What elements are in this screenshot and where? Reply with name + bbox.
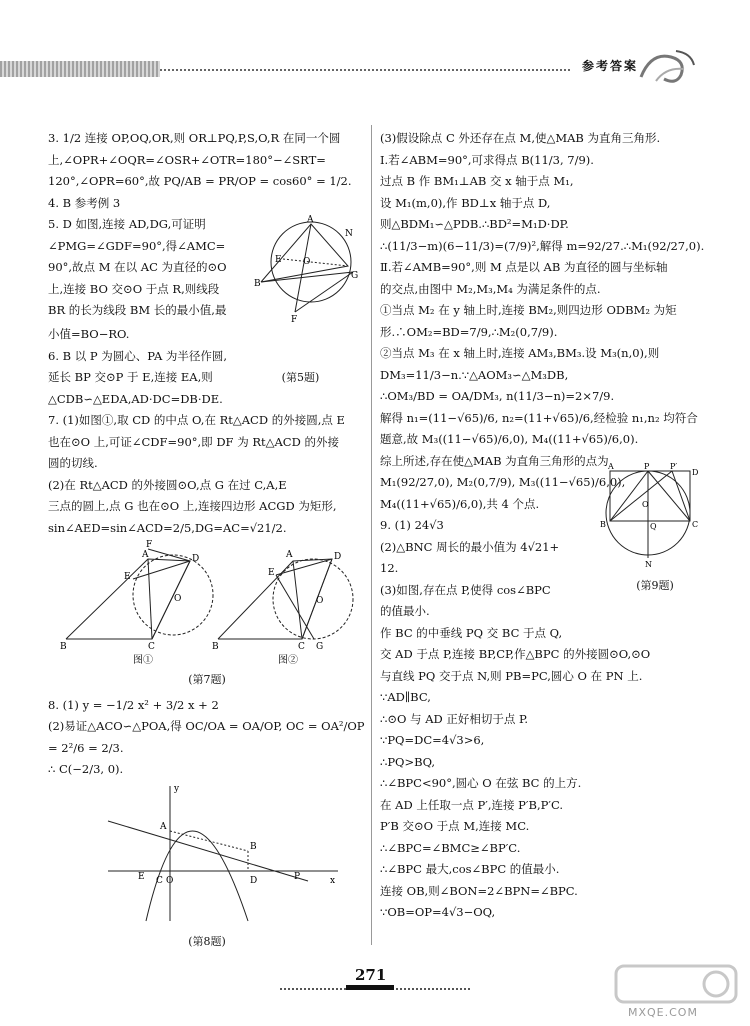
q8-3-line-1: (3)假设除点 C 外还存在点 M,使△MAB 为直角三角形. (380, 131, 661, 145)
header-decoration-bar (0, 61, 160, 77)
q3-line-3: 120°,∠OPR=60°,故 PQ/AB = PR/OP = cos60° = 1/2. (48, 174, 352, 188)
svg-text:E: E (138, 871, 145, 882)
q9-line-2: (2)△BNC 周长的最小值为 4√21+ (380, 539, 560, 554)
svg-text:E: E (268, 568, 275, 578)
svg-text:N: N (645, 560, 652, 569)
q9-line-6: 作 BC 的中垂线 PQ 交 BC 于点 Q, (380, 625, 563, 640)
q5-line-1: 5. D 如图,连接 AD,DG,可证明 (48, 217, 206, 231)
q7-line-2: 也在⊙O 上,可证∠CDF=90°,即 DF 为 Rt△ACD 的外接 (48, 434, 339, 449)
svg-text:Q: Q (650, 522, 657, 531)
q9-line-11: ∵PQ=DC=4√3>6, (380, 733, 485, 747)
svg-text:B: B (212, 642, 219, 652)
right-column (380, 128, 710, 924)
q8-3-line-18: M₄((11+√65)/6,0),共 4 个点. (380, 496, 540, 511)
q7-line-4: (2)在 Rt△ACD 的外接圆⊙O,点 G 在过 C,A,E (48, 477, 287, 492)
svg-text:C: C (148, 642, 155, 652)
q8-3-line-9: ①当点 M₂ 在 y 轴上时,连接 BM₂,则四边形 ODBM₂ 为矩 (380, 303, 677, 317)
q8-3-line-14: 解得 n₁=(11−√65)/6, n₂=(11+√65)/6,经检验 n₁,n₂ 均符合 (380, 410, 698, 425)
svg-text:P: P (294, 871, 301, 882)
q5-line-6: 小值=BO−RO. (48, 327, 130, 341)
page-number: 271 (355, 966, 387, 984)
q9-line-9: ∵AD∥BC, (380, 690, 431, 704)
figure-5-caption: (第5题) (281, 371, 320, 384)
watermark-logo (612, 962, 742, 1020)
figure-7-caption: (第7题) (188, 673, 226, 686)
svg-text:N: N (345, 229, 353, 239)
q8-3-line-8: 的交点,由图中 M₂,M₃,M₄ 为满足条件的点. (380, 281, 601, 296)
svg-text:B: B (254, 279, 261, 289)
svg-text:E: E (275, 255, 282, 265)
svg-text:C: C (692, 520, 699, 529)
swirl-ornament-icon (636, 47, 696, 87)
svg-text:A: A (142, 550, 149, 560)
q8-3-line-15: 题意,故 M₃((11−√65)/6,0), M₄((11+√65)/6,0). (380, 432, 639, 446)
q8-3-line-11: ②当点 M₃ 在 x 轴上时,连接 AM₃,BM₃.设 M₃(n,0),则 (380, 346, 660, 360)
q8-3-line-17: M₁(92/27,0), M₂(0,7/9), M₃((11−√65)/6,0), (380, 475, 626, 489)
q9-line-18: 连接 OB,则∠BON=2∠BPN=∠BPC. (380, 883, 578, 898)
svg-text:y: y (174, 783, 180, 794)
q8-3-line-16: 综上所述,存在使△MAB 为直角三角形的点为 (380, 453, 609, 468)
page-header (0, 55, 750, 95)
q3-line-2: 上,∠OPR+∠OQR=∠OSR+∠OTR=180°−∠SRT= (48, 152, 326, 167)
q8-3-line-6: ∴(11/3−m)(6−11/3)=(7/9)²,解得 m=92/27.∴M₁(92/27,0). (380, 238, 705, 253)
q8-line-2: (2)易证△ACO∽△POA,得 OC/OA = OA/OP, OC = OA²/OP = 2²/6 = 2/3. (48, 719, 365, 755)
q8-3-line-2: Ⅰ.若∠ABM=90°,可求得点 B(11/3, 7/9). (380, 152, 594, 167)
q5-line-3: 90°,故点 M 在以 AC 为直径的⊙O (48, 260, 227, 274)
header-dotted-rule (160, 69, 570, 71)
svg-text:A: A (307, 215, 314, 225)
q7-line-6: sin∠AED=sin∠ACD=2/5,DG=AC=√21/2. (48, 520, 287, 535)
q9-line-19: ∵OB=OP=4√3−OQ, (380, 905, 496, 919)
svg-text:C: C (298, 642, 305, 652)
q9-line-10: ∴⊙O 与 AD 正好相切于点 P. (380, 711, 529, 726)
q9-line-17: ∴∠BPC 最大,cos∠BPC 的值最小. (380, 862, 560, 876)
q5-block (48, 214, 366, 324)
q6-line-1: 6. B 以 P 为圆心、PA 为半径作圆, (48, 348, 228, 363)
q9-line-8: 与直线 PQ 交于点 N,则 PB=PC,圆心 O 在 PN 上. (380, 668, 643, 683)
watermark-stamp-icon (612, 962, 742, 1006)
q9-line-15: P′B 交⊙O 于点 M,连接 MC. (380, 819, 530, 833)
q9-line-14: 在 AD 上任取一点 P′,连接 P′B,P′C. (380, 797, 563, 812)
q8-3-line-5: 则△BDM₁∽△PDB.∴BD²=M₁D·DP. (380, 217, 569, 231)
q9-line-4: (3)如图,存在点 P,使得 cos∠BPC (380, 582, 551, 597)
q9-line-12: ∴PQ>BQ, (380, 754, 436, 769)
svg-text:O: O (174, 594, 182, 604)
svg-text:A: A (160, 821, 167, 832)
q8-line-1: 8. (1) y = −1/2 x² + 3/2 x + 2 (48, 697, 219, 712)
q4-line: 4. B 参考例 3 (48, 195, 121, 210)
figure-7-label-2: 图② (278, 655, 298, 666)
q8-3-line-13: ∴OM₃/BD = OA/DM₃, n(11/3−n)=2×7/9. (380, 389, 615, 403)
q7-line-1: 7. (1)如图①,取 CD 的中点 O,在 Rt△ACD 的外接圆,点 E (48, 413, 345, 427)
figure-8 (68, 781, 386, 931)
q9-line-3: 12. (380, 561, 399, 575)
svg-text:B: B (250, 841, 257, 852)
svg-text:G: G (351, 271, 359, 281)
q9-line-13: ∴∠BPC<90°,圆心 O 在弦 BC 的上方. (380, 776, 582, 790)
svg-text:D: D (192, 554, 200, 564)
svg-text:O: O (166, 875, 174, 886)
figure-9 (598, 463, 703, 575)
svg-text:O: O (303, 257, 311, 267)
svg-text:B: B (60, 642, 67, 652)
svg-text:C: C (156, 875, 163, 886)
q5-line-2: ∠PMG=∠GDF=90°,得∠AMC= (48, 238, 226, 253)
watermark-text: MXQE.COM (628, 1006, 698, 1019)
left-column (48, 128, 366, 952)
q3-line-1: 3. 1/2 连接 OP,OQ,OR,则 OR⊥PQ,P,S,O,R 在同一个圆 (48, 131, 341, 145)
q9-line-5: 的值最小. (380, 604, 430, 618)
q9-line-1: 9. (1) 24√3 (380, 518, 444, 532)
q7-line-3: 圆的切线. (48, 456, 98, 470)
footer-bar (346, 985, 394, 990)
q8-3-line-10: 形.∴OM₂=BD=7/9,∴M₂(0,7/9). (380, 324, 558, 339)
svg-text:O: O (642, 500, 649, 509)
svg-text:F: F (146, 540, 153, 550)
q9-line-16: ∴∠BPC=∠BMC≥∠BP′C. (380, 840, 521, 855)
q8-line-3: ∴ C(−2/3, 0). (48, 762, 124, 776)
svg-text:A: A (608, 463, 614, 471)
figure-7 (48, 539, 366, 669)
svg-text:P′: P′ (670, 463, 678, 471)
svg-text:B: B (600, 520, 606, 529)
q8-3-line-4: 设 M₁(m,0),作 BD⊥x 轴于点 D, (380, 195, 551, 210)
q5-line-4: 上,连接 BO 交⊙O 于点 R,则线段 (48, 281, 220, 296)
svg-text:P: P (644, 463, 650, 471)
q8-3-line-12: DM₃=11/3−n.∵△AOM₃∽△M₃DB, (380, 367, 569, 382)
q5-line-5: BR 的长为线段 BM 长的最小值,最 (48, 303, 227, 317)
q6-line-2: 延长 BP 交⊙P 于 E,连接 EA,则 (48, 370, 213, 384)
q8-3-line-3: 过点 B 作 BM₁⊥AB 交 x 轴于点 M₁, (380, 174, 574, 188)
svg-text:G: G (316, 642, 324, 652)
svg-text:E: E (124, 572, 131, 582)
svg-text:A: A (286, 550, 293, 560)
q7-line-5: 三点的圆上,点 G 也在⊙O 上,连接四边形 ACGD 为矩形, (48, 499, 337, 513)
figure-9-caption: (第9题) (636, 579, 674, 592)
figure-7-label-1: 图① (133, 655, 153, 666)
svg-text:D: D (692, 468, 699, 477)
q9-line-7: 交 AD 于点 P,连接 BP,CP,作△BPC 的外接圆⊙O,⊙O (380, 647, 651, 661)
svg-text:D: D (250, 875, 258, 886)
svg-text:D: D (334, 552, 342, 562)
figure-8-caption: (第8题) (188, 934, 226, 948)
header-title: 参考答案 (582, 59, 639, 73)
svg-text:F: F (291, 315, 298, 325)
q8-3-line-7: Ⅱ.若∠AMB=90°,则 M 点是以 AB 为直径的圆与坐标轴 (380, 260, 668, 274)
figure-5 (253, 214, 368, 329)
svg-text:O: O (316, 596, 324, 606)
svg-text:x: x (330, 875, 336, 886)
q6-line-3: △CDB∽△EDA,AD·DC=DB·DE. (48, 391, 223, 406)
